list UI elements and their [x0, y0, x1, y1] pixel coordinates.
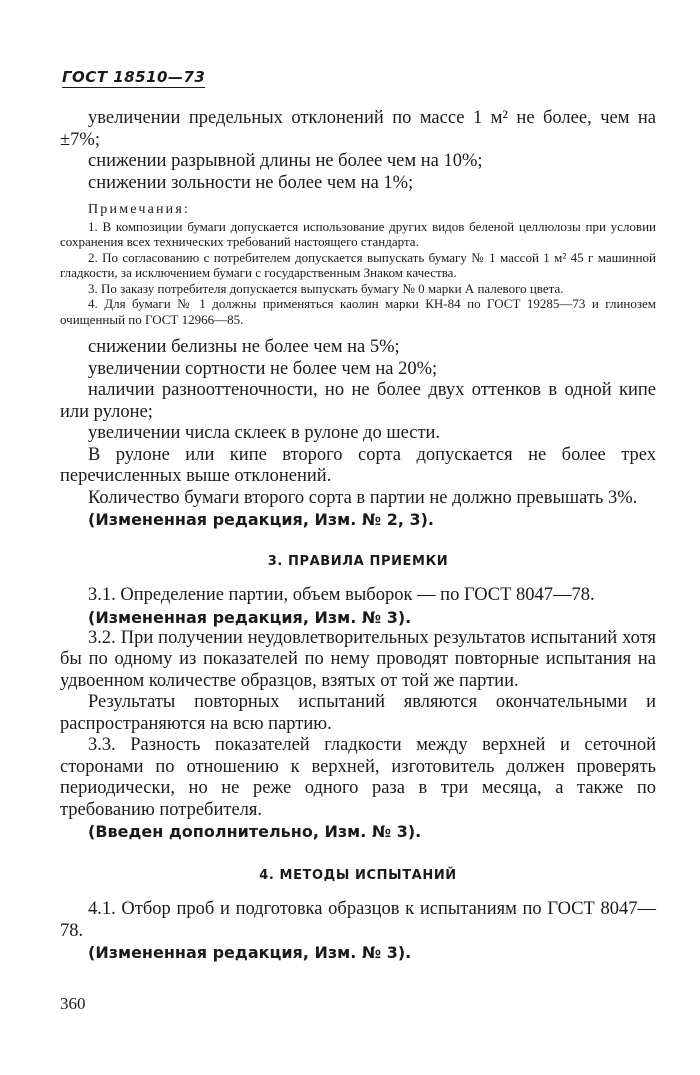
paragraph: Количество бумаги второго сорта в партии не должно превышать 3%.	[88, 487, 638, 508]
page-number: 360	[60, 994, 86, 1013]
note-item: 4. Для бумаги № 1 должны применяться каолин марки КН-84 по ГОСТ 19285—73 и глинозем очищенный по ГОСТ 12966—85.	[60, 296, 656, 327]
paragraph: 4.1. Отбор проб и подготовка образцов к испытаниям по ГОСТ 8047—78.	[60, 899, 656, 941]
section-title: 3. ПРАВИЛА ПРИЕМКИ	[267, 554, 449, 569]
page-content	[60, 68, 656, 963]
change-note: (Введен дополнительно, Изм. № 3).	[88, 822, 422, 841]
deviations-block-1	[60, 108, 656, 194]
paragraph: наличии разнооттеночности, но не более двух оттенков в одной кипе или рулоне;	[60, 380, 656, 422]
note-item: 3. По заказу потребителя допускается выпускать бумагу № 0 марки А палевого цвета.	[88, 280, 564, 296]
paragraph: 3.2. При получении неудовлетворительных результатов испытаний хотя бы по одному из показателей по нему проводят повторные испытания на удвоенном количестве образцов, взятых от той же партии.	[60, 627, 656, 691]
paragraph: снижении белизны не более чем на 5%;	[88, 337, 400, 357]
change-note: (Измененная редакция, Изм. № 3).	[88, 943, 412, 962]
notes-label: Примечания:	[88, 202, 191, 217]
section-title: 4. МЕТОДЫ ИСПЫТАНИЙ	[259, 868, 457, 883]
notes-block	[60, 202, 656, 327]
change-note: (Измененная редакция, Изм. № 3).	[88, 607, 412, 627]
deviations-block-2	[60, 337, 656, 530]
section-test-methods	[60, 868, 656, 963]
note-item: 1. В композиции бумаги допускается использование других видов беленой целлюлозы при условии сохранения всех технических требований настоящего стандарта.	[60, 218, 656, 249]
paragraph: увеличении числа склеек в рулоне до шести.	[88, 423, 441, 443]
paragraph: 3.3. Разность показателей гладкости между верхней и сеточной сторонами по отношению к верхней, изготовитель должен проверять периодически, но не реже одного раза в три месяца, а также по требованию потребителя.	[60, 735, 656, 820]
note-item: 2. По согласованию с потребителем допускается выпускать бумагу № 1 массой 1 м² 45 г машинной гладкости, за исключением бумаги с государственным Знаком качества.	[60, 249, 656, 280]
paragraph: увеличении предельных отклонений по массе 1 м² не более, чем на ±7%;	[60, 108, 656, 150]
paragraph: снижении зольности не более чем на 1%;	[88, 172, 414, 193]
section-acceptance	[60, 554, 656, 842]
paragraph: Результаты повторных испытаний являются окончательными и распространяются на всю партию.	[60, 692, 656, 734]
paragraph: снижении разрывной длины не более чем на 10%;	[88, 151, 483, 171]
paragraph: В рулоне или кипе второго сорта допускается не более трех перечисленных выше отклонений.	[60, 444, 656, 486]
document-header: ГОСТ 18510—73	[62, 68, 206, 86]
change-note: (Измененная редакция, Изм. № 2, 3).	[88, 510, 434, 529]
paragraph: увеличении сортности не более чем на 20%;	[88, 358, 438, 379]
paragraph: 3.1. Определение партии, объем выборок — по ГОСТ 8047—78.	[88, 585, 595, 605]
